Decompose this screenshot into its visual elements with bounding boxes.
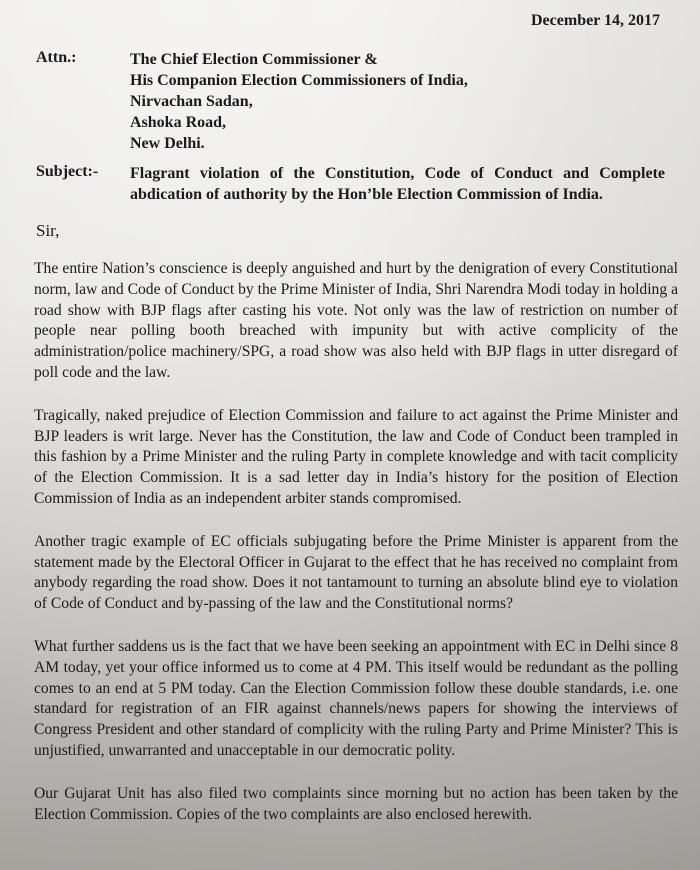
addressee-line: New Delhi. [130, 135, 205, 152]
attn-label: Attn.: [36, 49, 77, 66]
addressee-line: His Companion Election Commissioners of India, [130, 72, 468, 89]
letter-body [34, 259, 678, 847]
addressee-block [130, 49, 650, 154]
subject-label: Subject:- [36, 163, 99, 180]
salutation: Sir, [36, 221, 60, 240]
body-paragraph: Another tragic example of EC officials subjugating before the Prime Minister is apparent from the statement made by the Electoral Officer in Gujarat to the effect that he has received no complaint from anybody regarding the road show. Does it not tantamount to turning an absolute blind eye to violation of Code of Conduct and by-passing of the law and the Constitutional norms? [34, 532, 678, 613]
addressee-line: The Chief Election Commissioner & [130, 51, 378, 68]
body-paragraph: What further saddens us is the fact that we have been seeking an appointment with EC in Delhi since 8 AM today, yet your office informed us to come at 4 PM. This itself would be redundant as the polling comes to an end at 5 PM today. Can the Election Commission follow these double standards, i.e. one standard for registration of an FIR against channels/news papers for showing the interviews of Congress President and other standard of complicity with the ruling Party and Prime Minister? This is unjustified, unwarranted and unacceptable in our democratic polity. [34, 637, 678, 759]
letter-date: December 14, 2017 [531, 12, 660, 29]
body-paragraph: Tragically, naked prejudice of Election Commission and failure to act against the Prime Minister and BJP leaders is writ large. Never has the Constitution, the law and Code of Conduct been trampled in this fashion by a Prime Minister and the ruling Party in complete knowledge and with tacit complicity of the Election Commission. It is a sad letter day in India’s history for the position of Election Commission of India as an independent arbiter stands compromised. [34, 406, 678, 507]
addressee-line: Ashoka Road, [130, 114, 227, 131]
body-paragraph: The entire Nation’s conscience is deeply anguished and hurt by the denigration of every Constitutional norm, law and Code of Conduct by the Prime Minister of India, Shri Narendra Modi today in holding a road show with BJP flags after casting his vote. Not only was the law of restriction on number of people near polling booth breached with impunity but with active complicity of the administration/police machinery/SPG, a road show was also held with BJP flags in utter disregard of poll code and the law. [34, 260, 678, 381]
body-paragraph: Our Gujarat Unit has also filed two complaints since morning but no action has been taken by the Election Commission. Copies of the two complaints are also enclosed herewith. [34, 784, 678, 823]
addressee-line: Nirvachan Sadan, [130, 93, 253, 110]
subject-text: Flagrant violation of the Constitution, Code of Conduct and Complete abdication of authority by the Hon’ble Election Commission of India. [130, 165, 665, 203]
